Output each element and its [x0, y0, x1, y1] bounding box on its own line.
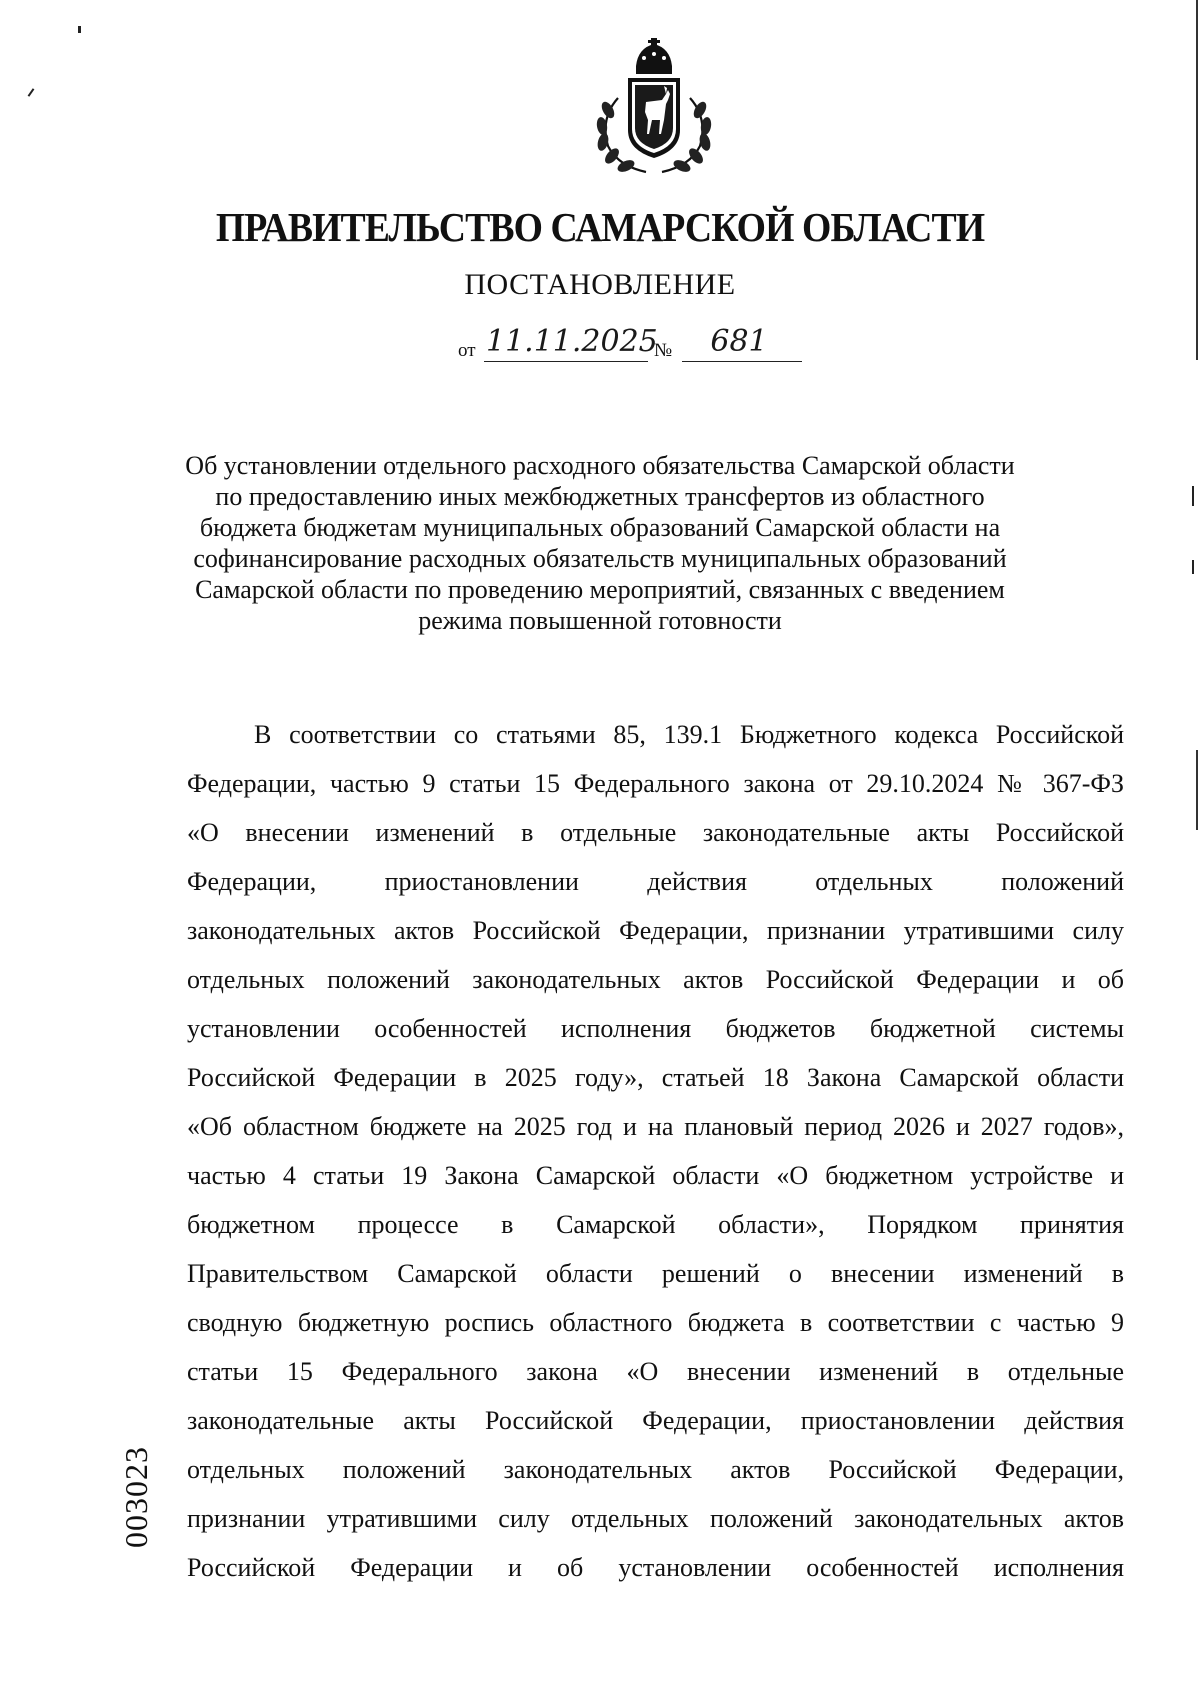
body-line: сводную бюджетную роспись областного бюджета в соответствии с частью 9	[187, 1308, 1124, 1337]
date-underline	[484, 361, 648, 362]
body-line: установлении особенностей исполнения бюджетов бюджетной системы	[187, 1014, 1124, 1043]
subject-line: бюджета бюджетам муниципальных образований Самарской области на	[199, 513, 1001, 542]
body-line: законодательных актов Российской Федерации, признании утратившими силу	[187, 916, 1124, 945]
scan-edge-line	[1196, 0, 1198, 360]
body-line: «О внесении изменений в отдельные законодательные акты Российской	[187, 818, 1124, 847]
scan-speck	[78, 26, 81, 33]
scan-edge-line	[1196, 750, 1198, 830]
body-line: бюджетном процессе в Самарской области», Порядком принятия	[187, 1210, 1124, 1239]
number-value: 681	[710, 324, 768, 359]
body-line: признании утратившими силу отдельных положений законодательных актов	[187, 1504, 1124, 1533]
body-line: отдельных положений законодательных актов Российской Федерации,	[187, 1455, 1124, 1484]
body-line: Федерации, частью 9 статьи 15 Федерального закона от 29.10.2024 № 367-ФЗ	[187, 769, 1124, 798]
body-line: Федерации, приостановлении действия отдельных положений	[187, 867, 1124, 896]
body-line: Российской Федерации в 2025 году», статьей 18 Закона Самарской области	[187, 1063, 1124, 1092]
subject-line: софинансирование расходных обязательств муниципальных образований	[193, 544, 1007, 573]
body-paragraph	[187, 710, 1124, 1592]
body-line: статьи 15 Федерального закона «О внесении изменений в отдельные	[187, 1357, 1124, 1386]
organization-title: ПРАВИТЕЛЬСТВО САМАРСКОЙ ОБЛАСТИ	[215, 204, 985, 250]
scan-speck	[1192, 560, 1194, 574]
samara-coat-of-arms-icon	[588, 38, 720, 178]
number-underline	[682, 361, 802, 362]
body-line: Правительством Самарской области решений о внесении изменений в	[187, 1259, 1124, 1288]
number-prefix: №	[654, 340, 673, 361]
subject-line: по предоставлению иных межбюджетных трансфертов из областного	[215, 482, 985, 511]
body-line: законодательные акты Российской Федерации, приостановлении действия	[187, 1406, 1124, 1435]
date-prefix: от	[458, 340, 476, 361]
date-value: 11.11.2025	[486, 324, 658, 359]
body-line: отдельных положений законодательных актов Российской Федерации и об	[187, 965, 1124, 994]
scan-speck	[28, 88, 35, 97]
subject-line: режима повышенной готовности	[418, 606, 782, 635]
body-line: частью 4 статьи 19 Закона Самарской области «О бюджетном устройстве и	[187, 1161, 1124, 1190]
body-line: «Об областном бюджете на 2025 год и на плановый период 2026 и 2027 годов»,	[187, 1112, 1124, 1141]
subject-line: Самарской области по проведению мероприятий, связанных с введением	[195, 575, 1005, 604]
document-type: ПОСТАНОВЛЕНИЕ	[464, 268, 736, 301]
subject-line: Об установлении отдельного расходного обязательства Самарской области	[185, 451, 1015, 480]
document-subject	[150, 450, 1050, 636]
scan-speck	[1192, 486, 1194, 506]
body-line: В соответствии со статьями 85, 139.1 Бюджетного кодекса Российской	[254, 720, 1124, 749]
side-stamp-number: 003023	[118, 1446, 154, 1548]
body-line: Российской Федерации и об установлении особенностей исполнения	[187, 1553, 1124, 1582]
